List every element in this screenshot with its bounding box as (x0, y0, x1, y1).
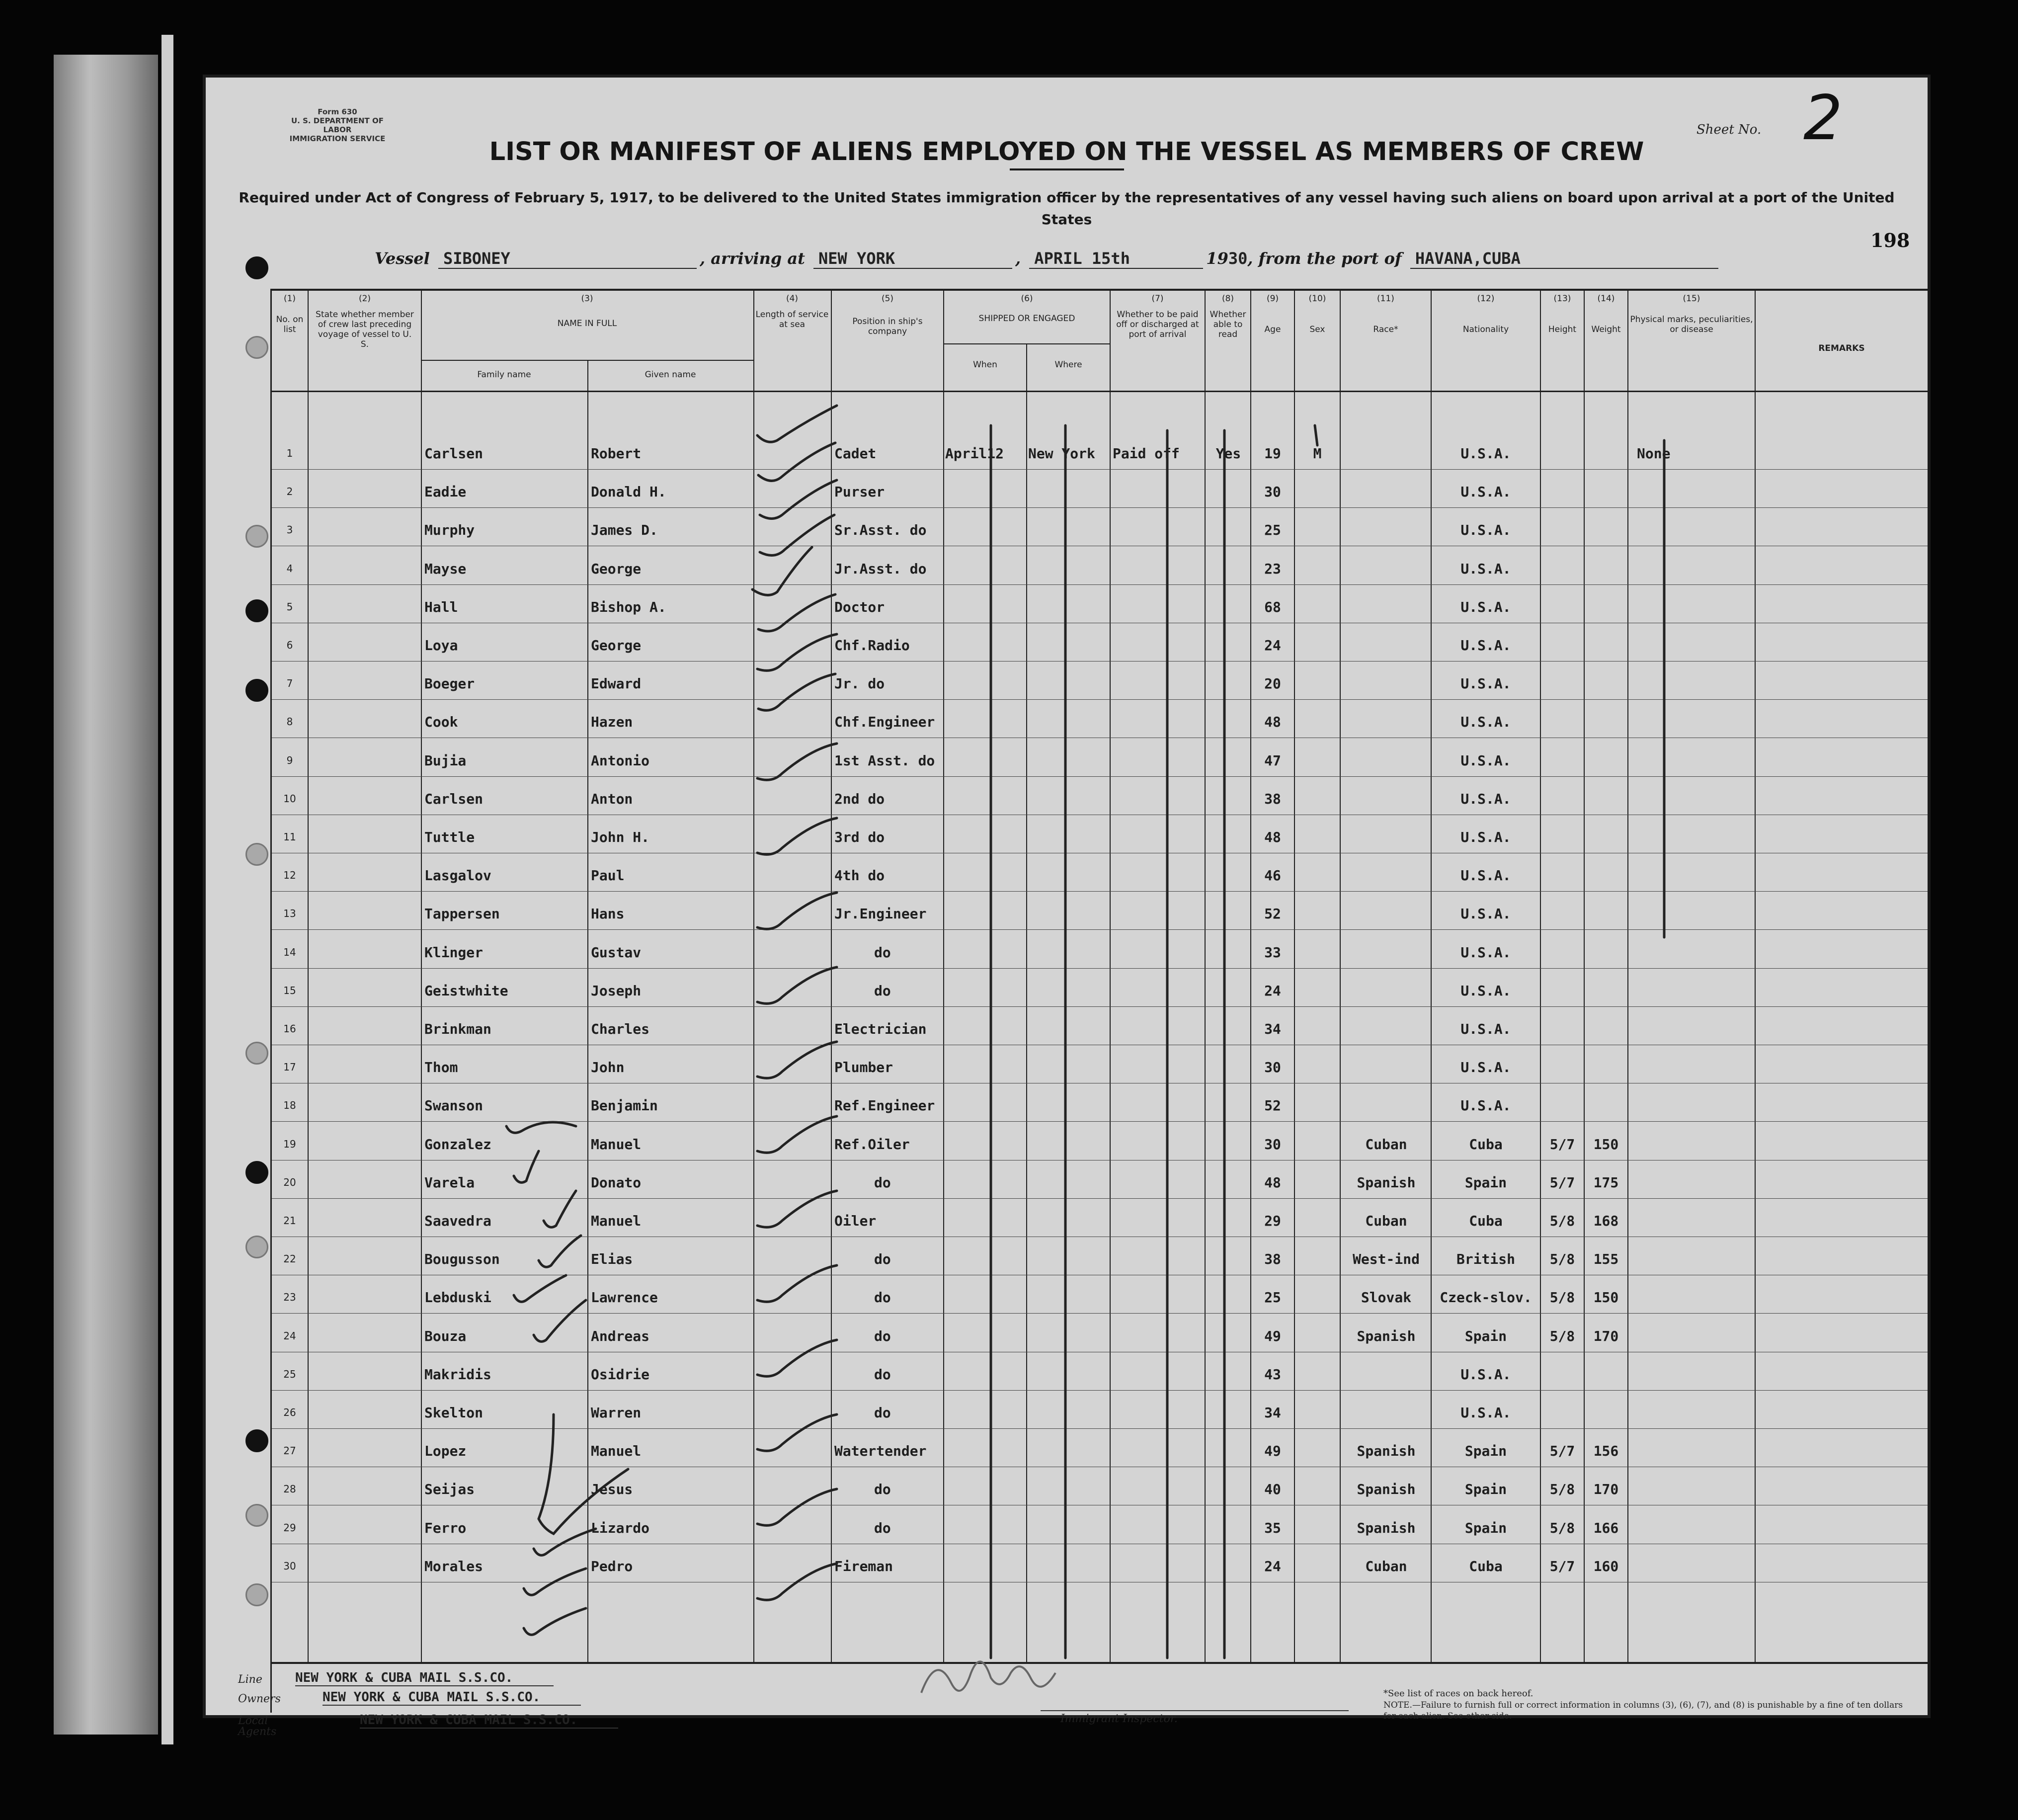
row-number-cell: 2 (286, 486, 293, 497)
height-cell: 5/8 (1549, 1251, 1575, 1267)
weight-cell: 168 (1593, 1213, 1619, 1229)
weight-cell: 166 (1593, 1520, 1619, 1536)
given-name-cell: John H. (591, 829, 650, 845)
position-cell: do (874, 983, 891, 999)
given-name-cell: Hazen (591, 714, 633, 730)
row-number-cell: 1 (286, 447, 293, 459)
age-cell: 24 (1264, 1558, 1281, 1574)
age-cell: 34 (1264, 1405, 1281, 1421)
row-number-cell: 19 (283, 1138, 296, 1150)
race-cell: Cuban (1365, 1136, 1407, 1153)
nationality-cell: U.S.A. (1460, 752, 1511, 769)
owners-label: Owners (238, 1693, 281, 1705)
nationality-cell: U.S.A. (1460, 1021, 1511, 1037)
col-number: (10) (1308, 294, 1326, 304)
row-number-cell: 24 (283, 1330, 296, 1342)
family-name-cell: Cook (424, 714, 458, 730)
given-name-cell: Gustav (591, 944, 642, 961)
height-cell: 5/8 (1549, 1289, 1575, 1306)
able-to-read-cell: Yes (1215, 445, 1241, 462)
col-number: (5) (881, 294, 894, 304)
position-cell: do (874, 1481, 891, 1497)
family-name-cell: Bouza (424, 1328, 467, 1344)
position-cell: Cadet (834, 445, 877, 462)
age-cell: 48 (1264, 829, 1281, 845)
owners-value: NEW YORK & CUBA MAIL S.S.CO. (323, 1690, 581, 1706)
race-cell: Spanish (1357, 1174, 1416, 1191)
handwritten-checkmarks (206, 78, 1928, 1715)
inspector-signature (911, 1653, 1070, 1713)
age-cell: 48 (1264, 714, 1281, 730)
col-number: (14) (1597, 294, 1615, 304)
col-number: (12) (1477, 294, 1495, 304)
race-cell: Spanish (1357, 1443, 1416, 1459)
given-name-header: Given name (645, 370, 696, 380)
weight-cell: 160 (1593, 1558, 1619, 1574)
race-cell: Slovak (1361, 1289, 1412, 1306)
family-name-cell: Murphy (424, 522, 475, 538)
family-name-cell: Lasgalov (424, 867, 491, 884)
position-cell: 1st Asst. do (834, 752, 935, 769)
age-cell: 38 (1264, 1251, 1281, 1267)
nationality-cell: U.S.A. (1460, 561, 1511, 577)
service-name: IMMIGRATION SERVICE (289, 134, 386, 143)
binder-strip (54, 55, 158, 1735)
col-label: No. on list (276, 315, 304, 334)
family-name-cell: Morales (424, 1558, 484, 1574)
given-name-cell: Hans (591, 906, 625, 922)
age-cell: 24 (1264, 637, 1281, 654)
family-name-cell: Bujia (424, 752, 467, 769)
age-cell: 35 (1264, 1520, 1281, 1536)
position-cell: 3rd do (834, 829, 885, 845)
family-name-cell: Seijas (424, 1481, 475, 1497)
given-name-cell: George (591, 561, 642, 577)
col-label: SHIPPED OR ENGAGED (978, 314, 1075, 324)
shipped-when-cell: April12 (945, 445, 1004, 462)
nationality-cell: U.S.A. (1460, 983, 1511, 999)
nationality-cell: Spain (1464, 1520, 1507, 1536)
row-number-cell: 28 (283, 1483, 296, 1495)
race-cell: West-ind (1353, 1251, 1420, 1267)
col-number: (13) (1553, 294, 1571, 304)
height-cell: 5/8 (1549, 1213, 1575, 1229)
age-cell: 40 (1264, 1481, 1281, 1497)
form-number: Form 630 (318, 107, 357, 116)
shipped-where-cell: New York (1028, 445, 1095, 462)
col-label: Race* (1373, 325, 1398, 334)
col-number: (1) (283, 294, 296, 304)
nationality-cell: U.S.A. (1460, 714, 1511, 730)
shipped-where-header: Where (1054, 360, 1082, 370)
family-name-cell: Lopez (424, 1443, 467, 1459)
row-number-cell: 5 (286, 601, 293, 613)
row-number-cell: 11 (283, 831, 296, 843)
col-number: (9) (1266, 294, 1279, 304)
nationality-cell: Cuba (1469, 1136, 1503, 1153)
shipped-when-header: When (973, 360, 997, 370)
weight-cell: 170 (1593, 1328, 1619, 1344)
sheet-number: 2 (1803, 83, 1843, 154)
given-name-cell: Bishop A. (591, 599, 666, 615)
position-cell: Chf.Engineer (834, 714, 935, 730)
position-cell: Oiler (834, 1213, 877, 1229)
age-cell: 19 (1264, 445, 1281, 462)
position-cell: Ref.Engineer (834, 1097, 935, 1114)
row-number-cell: 10 (283, 793, 296, 805)
given-name-cell: Paul (591, 867, 625, 884)
family-name-cell: Gonzalez (424, 1136, 491, 1153)
given-name-cell: Manuel (591, 1213, 642, 1229)
line-label: Line (238, 1673, 262, 1686)
nationality-cell: U.S.A. (1460, 675, 1511, 692)
arrival-date: APRIL 15th (1029, 249, 1203, 269)
height-cell: 5/8 (1549, 1328, 1575, 1344)
sheet-label: Sheet No. (1696, 122, 1762, 137)
given-name-cell: Warren (591, 1405, 642, 1421)
manifest-sheet (203, 75, 1931, 1738)
age-cell: 49 (1264, 1443, 1281, 1459)
physical-marks-cell: None (1637, 445, 1671, 462)
nationality-cell: U.S.A. (1460, 1097, 1511, 1114)
age-cell: 24 (1264, 983, 1281, 999)
departure-port: HAVANA,CUBA (1410, 249, 1718, 269)
family-name-cell: Brinkman (424, 1021, 491, 1037)
family-name-cell: Thom (424, 1059, 458, 1075)
position-cell: Doctor (834, 599, 885, 615)
col-label: Whether to be paid off or discharged at port of arrival (1116, 310, 1199, 339)
nationality-cell: U.S.A. (1460, 445, 1511, 462)
position-cell: Purser (834, 484, 885, 500)
vessel-name: SIBONEY (438, 249, 697, 269)
agents-label: Local Agents (238, 1715, 277, 1738)
row-number-cell: 27 (283, 1445, 296, 1457)
given-name-cell: Joseph (591, 983, 642, 999)
year-prefix: 19 (1206, 249, 1228, 268)
row-number-cell: 25 (283, 1368, 296, 1380)
weight-cell: 150 (1593, 1136, 1619, 1153)
row-number-cell: 8 (286, 716, 293, 728)
position-cell: Watertender (834, 1443, 927, 1459)
position-cell: do (874, 1366, 891, 1383)
given-name-cell: Lawrence (591, 1289, 658, 1306)
row-number-cell: 29 (283, 1522, 296, 1534)
given-name-cell: Andreas (591, 1328, 650, 1344)
position-cell: do (874, 944, 891, 961)
col-number: (15) (1683, 294, 1700, 304)
given-name-cell: George (591, 637, 642, 654)
given-name-cell: Antonio (591, 752, 650, 769)
nationality-cell: Czeck-slov. (1440, 1289, 1532, 1306)
age-cell: 52 (1264, 906, 1281, 922)
col-label: NAME IN FULL (557, 319, 617, 329)
col-label: Position in ship's company (852, 317, 923, 336)
row-number-cell: 20 (283, 1176, 296, 1188)
age-cell: 68 (1264, 599, 1281, 615)
nationality-cell: U.S.A. (1460, 944, 1511, 961)
nationality-cell: U.S.A. (1460, 791, 1511, 807)
manifest-title: LIST OR MANIFEST OF ALIENS EMPLOYED ON THE VESSEL AS MEMBERS OF CREW (489, 137, 1644, 166)
nationality-cell: U.S.A. (1460, 599, 1511, 615)
row-number-cell: 18 (283, 1099, 296, 1111)
nationality-cell: U.S.A. (1460, 906, 1511, 922)
races-note: *See list of races on back hereof. (1383, 1688, 1534, 1699)
given-name-cell: James D. (591, 522, 658, 538)
year-suffix: 30 (1228, 249, 1248, 268)
given-name-cell: Manuel (591, 1136, 642, 1153)
position-cell: Jr.Engineer (834, 906, 927, 922)
col-number: (6) (1021, 294, 1033, 304)
from-label: , from the port of (1247, 249, 1402, 268)
family-name-cell: Boeger (424, 675, 475, 692)
arriving-label: , arriving at (699, 249, 805, 268)
weight-cell: 155 (1593, 1251, 1619, 1267)
row-number-cell: 17 (283, 1061, 296, 1073)
nationality-cell: British (1456, 1251, 1515, 1267)
row-number-cell: 30 (283, 1560, 296, 1572)
position-cell: do (874, 1174, 891, 1191)
family-name-cell: Skelton (424, 1405, 484, 1421)
height-cell: 5/7 (1549, 1558, 1575, 1574)
age-cell: 46 (1264, 867, 1281, 884)
nationality-cell: Spain (1464, 1328, 1507, 1344)
nationality-cell: U.S.A. (1460, 637, 1511, 654)
nationality-cell: U.S.A. (1460, 522, 1511, 538)
inspector-label: Immigrant Inspector. (1060, 1713, 1178, 1725)
family-name-cell: Varela (424, 1174, 475, 1191)
family-name-cell: Eadie (424, 484, 467, 500)
age-cell: 30 (1264, 1136, 1281, 1153)
age-cell: 25 (1264, 522, 1281, 538)
age-cell: 47 (1264, 752, 1281, 769)
nationality-cell: Spain (1464, 1481, 1507, 1497)
nationality-cell: U.S.A. (1460, 867, 1511, 884)
given-name-cell: Osidrie (591, 1366, 650, 1383)
family-name-cell: Carlsen (424, 791, 484, 807)
age-cell: 49 (1264, 1328, 1281, 1344)
height-cell: 5/7 (1549, 1174, 1575, 1191)
age-cell: 29 (1264, 1213, 1281, 1229)
weight-cell: 170 (1593, 1481, 1619, 1497)
position-cell: Jr.Asst. do (834, 561, 927, 577)
paid-off-cell: Paid off (1113, 445, 1180, 462)
arrival-port: NEW YORK (813, 249, 1012, 269)
stamped-page-number: 198 (1870, 229, 1910, 251)
manifest-subtitle: Required under Act of Congress of February 5, 1917, to be delivered to the United States immigration officer by the representatives of any vessel having such aliens on board upon arrival at a port of the United States (239, 189, 1895, 228)
position-cell: 2nd do (834, 791, 885, 807)
position-cell: do (874, 1405, 891, 1421)
given-name-cell: Donald H. (591, 484, 666, 500)
age-cell: 34 (1264, 1021, 1281, 1037)
age-cell: 23 (1264, 561, 1281, 577)
department-name: U. S. DEPARTMENT OF LABOR (291, 116, 384, 134)
nationality-cell: U.S.A. (1460, 1405, 1511, 1421)
agents-value: NEW YORK & CUBA MAIL S.S.CO. (360, 1713, 618, 1729)
nationality-cell: Spain (1464, 1443, 1507, 1459)
given-name-cell: Donato (591, 1174, 642, 1191)
race-cell: Cuban (1365, 1558, 1407, 1574)
family-name-header: Family name (477, 370, 531, 380)
col-number: (2) (358, 294, 371, 304)
given-name-cell: Benjamin (591, 1097, 658, 1114)
family-name-cell: Carlsen (424, 445, 484, 462)
penalty-note: NOTE.—Failure to furnish full or correct information in columns (3), (6), (7), and (8) is punishable by a fine of ten dollars for each alien. See other side. (1383, 1700, 1903, 1721)
age-cell: 48 (1264, 1174, 1281, 1191)
position-cell: do (874, 1328, 891, 1344)
given-name-cell: Robert (591, 445, 642, 462)
line-value: NEW YORK & CUBA MAIL S.S.CO. (295, 1670, 554, 1686)
row-number-cell: 14 (283, 946, 296, 958)
given-name-cell: Manuel (591, 1443, 642, 1459)
row-number-cell: 12 (283, 869, 296, 881)
nationality-cell: Cuba (1469, 1213, 1503, 1229)
position-cell: Sr.Asst. do (834, 522, 927, 538)
col-label: Length of service at sea (755, 310, 829, 330)
row-number-cell: 13 (283, 908, 296, 919)
col-number: (3) (581, 294, 593, 304)
given-name-cell: John (591, 1059, 625, 1075)
weight-cell: 156 (1593, 1443, 1619, 1459)
height-cell: 5/8 (1549, 1481, 1575, 1497)
row-number-cell: 16 (283, 1023, 296, 1035)
race-cell: Spanish (1357, 1481, 1416, 1497)
position-cell: do (874, 1289, 891, 1306)
row-number-cell: 6 (286, 639, 293, 651)
row-number-cell: 15 (283, 985, 296, 996)
given-name-cell: Pedro (591, 1558, 633, 1574)
age-cell: 25 (1264, 1289, 1281, 1306)
family-name-cell: Hall (424, 599, 458, 615)
height-cell: 5/8 (1549, 1520, 1575, 1536)
col-label: Nationality (1462, 325, 1509, 334)
given-name-cell: Lizardo (591, 1520, 650, 1536)
vessel-label: Vessel (375, 249, 430, 268)
col-number: (4) (786, 294, 799, 304)
row-number-cell: 21 (283, 1215, 296, 1227)
race-cell: Cuban (1365, 1213, 1407, 1229)
position-cell: Chf.Radio (834, 637, 910, 654)
remarks-header: REMARKS (1818, 343, 1865, 353)
col-label: Weight (1591, 325, 1621, 334)
col-number: (8) (1221, 294, 1234, 304)
race-cell: Spanish (1357, 1328, 1416, 1344)
position-cell: do (874, 1251, 891, 1267)
family-name-cell: Klinger (424, 944, 484, 961)
age-cell: 43 (1264, 1366, 1281, 1383)
family-name-cell: Makridis (424, 1366, 491, 1383)
age-cell: 33 (1264, 944, 1281, 961)
position-cell: Jr. do (834, 675, 885, 692)
given-name-cell: Elias (591, 1251, 633, 1267)
row-number-cell: 23 (283, 1291, 296, 1303)
inspector-signature-line (1041, 1710, 1349, 1711)
given-name-cell: Charles (591, 1021, 650, 1037)
given-name-cell: Jesus (591, 1481, 633, 1497)
age-cell: 30 (1264, 1059, 1281, 1075)
col-label: Age (1264, 325, 1281, 334)
family-name-cell: Tappersen (424, 906, 500, 922)
nationality-cell: U.S.A. (1460, 1059, 1511, 1075)
height-cell: 5/7 (1549, 1136, 1575, 1153)
nationality-cell: U.S.A. (1460, 1366, 1511, 1383)
family-name-cell: Lebduski (424, 1289, 491, 1306)
vessel-line: Vessel SIBONEY , arriving at NEW YORK , APRIL 15th 1930, from the port of HAVANA,CUBA (375, 249, 1721, 269)
position-cell: Plumber (834, 1059, 893, 1075)
race-cell: Spanish (1357, 1520, 1416, 1536)
row-number-cell: 7 (286, 677, 293, 689)
col-label: Physical marks, peculiarities, or disease (1630, 315, 1753, 334)
nationality-cell: Cuba (1469, 1558, 1503, 1574)
age-cell: 38 (1264, 791, 1281, 807)
position-cell: 4th do (834, 867, 885, 884)
age-cell: 20 (1264, 675, 1281, 692)
row-number-cell: 3 (286, 524, 293, 536)
given-name-cell: Anton (591, 791, 633, 807)
col-label: Whether able to read (1210, 310, 1246, 339)
family-name-cell: Geistwhite (424, 983, 508, 999)
col-label: Sex (1309, 325, 1325, 334)
nationality-cell: Spain (1464, 1174, 1507, 1191)
col-label: State whether member of crew last preceding voyage of vessel to U. S. (316, 310, 414, 349)
nationality-cell: U.S.A. (1460, 829, 1511, 845)
position-cell: Electrician (834, 1021, 927, 1037)
row-number-cell: 22 (283, 1253, 296, 1265)
weight-cell: 150 (1593, 1289, 1619, 1306)
row-number-cell: 4 (286, 563, 293, 575)
age-cell: 30 (1264, 484, 1281, 500)
position-cell: Fireman (834, 1558, 893, 1574)
family-name-cell: Bougusson (424, 1251, 500, 1267)
col-label: Height (1548, 325, 1577, 334)
position-cell: Ref.Oiler (834, 1136, 910, 1153)
col-number: (7) (1151, 294, 1164, 304)
family-name-cell: Swanson (424, 1097, 484, 1114)
family-name-cell: Saavedra (424, 1213, 491, 1229)
given-name-cell: Edward (591, 675, 642, 692)
height-cell: 5/7 (1549, 1443, 1575, 1459)
nationality-cell: U.S.A. (1460, 484, 1511, 500)
family-name-cell: Mayse (424, 561, 467, 577)
position-cell: do (874, 1520, 891, 1536)
row-number-cell: 26 (283, 1406, 296, 1418)
binder-edge (161, 35, 173, 1744)
row-number-cell: 9 (286, 754, 293, 766)
family-name-cell: Tuttle (424, 829, 475, 845)
family-name-cell: Ferro (424, 1520, 467, 1536)
sex-cell: M (1313, 445, 1322, 462)
weight-cell: 175 (1593, 1174, 1619, 1191)
family-name-cell: Loya (424, 637, 458, 654)
age-cell: 52 (1264, 1097, 1281, 1114)
col-number: (11) (1377, 294, 1394, 304)
